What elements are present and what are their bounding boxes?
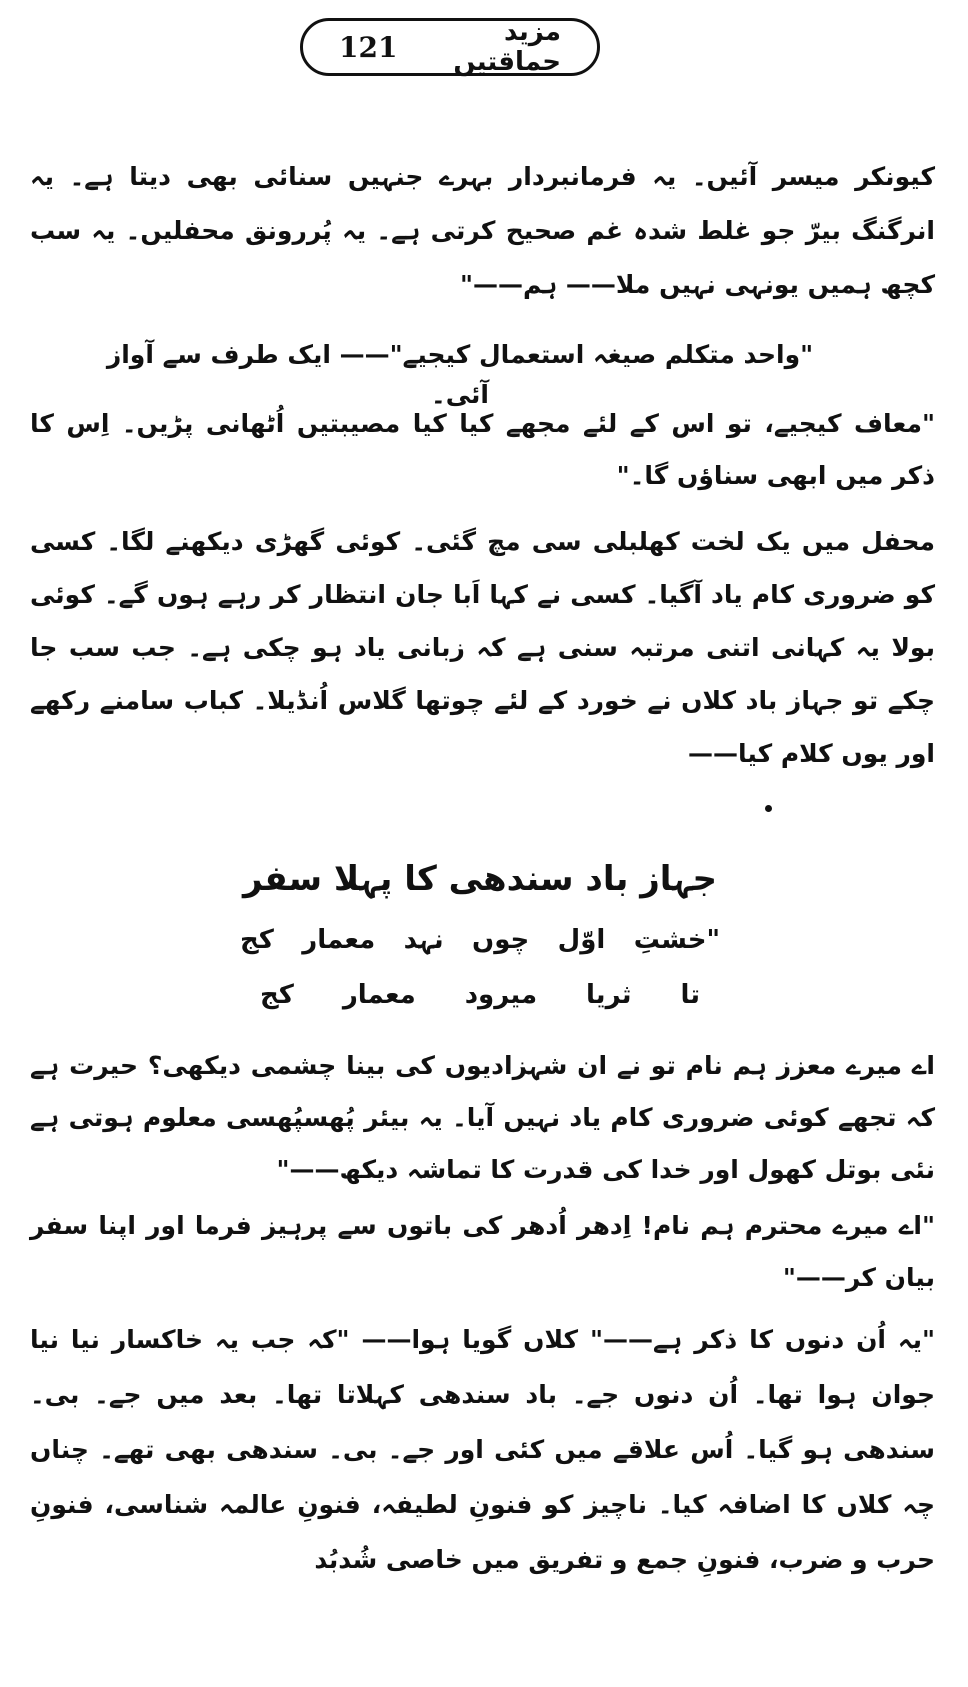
paragraph-3: "معاف کیجیے، تو اس کے لئے مجھے کیا کیا مصیبتیں اُٹھانی پڑیں۔ اِس کا ذکر میں ابھی سناؤں گا۔" — [30, 409, 935, 490]
page-number: 121 — [339, 30, 398, 64]
page-header — [300, 18, 600, 76]
paragraph-7: "یہ اُن دنوں کا ذکر ہے——" کلاں گویا ہوا—— "کہ جب یہ خاکسار نیا نیا جوان ہوا تھا۔ اُن دنوں جے۔ باد سندھی کہلاتا تھا۔ بعد میں جے۔ بی۔ سندھی ہو گیا۔ اُس علاقے میں کئی اور جے۔ بی۔ سندھی بھی تھے۔ چناں چہ کلاں کا اضافہ کیا۔ ناچیز کو فنونِ لطیفہ، فنونِ عالمہ شناسی، فنونِ حرب و ضرب، فنونِ جمع و تفریق میں خاصی شُدبُد — [30, 1325, 935, 1574]
book-title: مزید حماقتیں — [453, 17, 561, 77]
paragraph-1: کیونکر میسر آئیں۔ یہ فرمانبردار بہرے جنہیں سنائی بھی دیتا ہے۔ یہ انرگنگ بیرّ جو غلط شدہ غم صحیح کرتی ہے۔ یہ پُررونق محفلیں۔ یہ سب کچھ ہمیں یونہی نہیں ملا—— ہم——" — [30, 162, 935, 299]
paragraph-4: محفل میں یک لخت کھلبلی سی مچ گئی۔ کوئی گھڑی دیکھنے لگا۔ کسی کو ضروری کام یاد آگیا۔ کسی نے کہا اَبا جان انتظار کر رہے ہوں گے۔ کوئی بولا یہ کہانی اتنی مرتبہ سنی ہے کہ زبانی یاد ہو چکی ہے۔ جب سب جا چکے تو جہاز باد کلاں نے خورد کے لئے چوتھا گلاس اُنڈیلا۔ کباب سامنے رکھے اور یوں کلام کیا—— — [30, 527, 935, 768]
paragraph-5: اے میرے معزز ہم نام تو نے ان شہزادیوں کی بینا چشمی دیکھی؟ حیرت ہے کہ تجھے کوئی ضروری کام یاد نہیں آیا۔ یہ بیئر پُھسپُھسی معلوم ہوتی ہے نئی بوتل کھول اور خدا کی قدرت کا تماشہ دیکھ——" — [30, 1051, 935, 1184]
paragraph-6: "اے میرے محترم ہم نام! اِدھر اُدھر کی باتوں سے پرہیز فرما اور اپنا سفر بیان کر——" — [30, 1211, 935, 1292]
verse-line-2: تا ثریا میرود معمار کج — [260, 980, 700, 1010]
section-heading: جہاز باد سندھی کا پہلا سفر — [243, 859, 717, 899]
verse-line-1: "خشتِ اوّل چوں نہد معمار کج — [240, 925, 720, 955]
paragraph-2: "واحد متکلم صیغہ استعمال کیجیے"—— ایک طرف سے آواز آئی۔ — [106, 340, 814, 409]
stray-dot — [765, 805, 772, 812]
